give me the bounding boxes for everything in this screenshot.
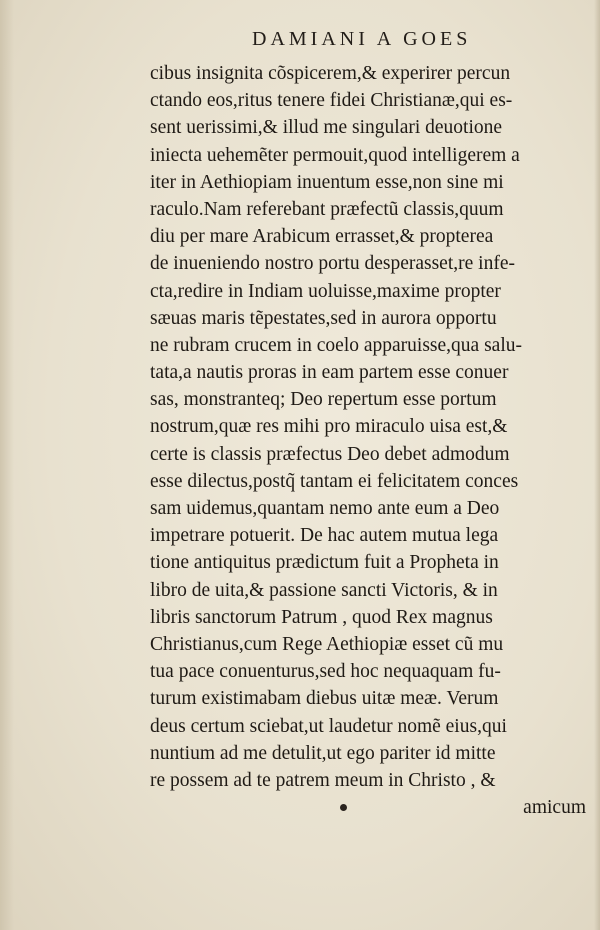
page-edge-shadow (594, 0, 600, 930)
page-gutter-shadow (0, 0, 14, 930)
text-line: nuntium ad me detulit,ut ego pariter id mitte (150, 742, 496, 764)
text-line: libro de uita,& passione sancti Victoris, & in (150, 579, 498, 601)
text-line: libris sanctorum Patrum , quod Rex magnus (150, 606, 493, 628)
text-line: impetrare potuerit. De hac autem mutua lega (150, 525, 499, 547)
text-line: sas, monstranteq; Deo repertum esse portum (150, 389, 497, 411)
text-line: certe is classis præfectus Deo debet admodum (150, 443, 510, 465)
text-line: turum existimabam diebus uitæ meæ. Verum (150, 688, 499, 710)
text-line: iter in Aethiopiam inuentum esse,non sine mi (150, 171, 504, 193)
catchword: amicum (523, 797, 586, 819)
running-head: DAMIANI A GOES (252, 28, 472, 50)
text-line: nostrum,quæ res mihi pro miraculo uisa est,& (150, 416, 508, 438)
text-line: raculo.Nam referebant præfectũ classis,quum (150, 198, 504, 220)
text-line: tione antiquitus prædictum fuit a Propheta in (150, 552, 499, 574)
text-line: diu per mare Arabicum errasset,& propterea (150, 226, 494, 248)
text-line: sam uidemus,quantam nemo ante eum a Deo (150, 498, 500, 519)
text-line: ctando eos,ritus tenere fidei Christianæ,qui es- (150, 90, 513, 112)
text-line: sent uerissimi,& illud me singulari deuotione (150, 117, 503, 139)
text-line: ne rubram crucem in coelo apparuisse,qua salu- (150, 334, 522, 356)
text-line: cta,redire in Indiam uoluisse,maxime propter (150, 280, 501, 302)
text-line: cibus insignita cõspicerem,& experirer percun (150, 63, 511, 84)
text-line: deus certum sciebat,ut laudetur nomẽ eius,qui (150, 715, 507, 737)
text-line: iniecta uehemẽter permouit,quod intelligerem a (150, 144, 520, 166)
text-line: sæuas maris tẽpestates,sed in aurora opportu (150, 307, 497, 329)
text-line: tata,a nautis proras in eam partem esse conuer (150, 362, 509, 384)
text-line: de inueniendo nostro portu desperasset,re infe- (150, 253, 515, 275)
text-line: tua pace conuenturus,sed hoc nequaquam fu- (150, 661, 501, 683)
body-text (150, 60, 588, 821)
text-line: Christianus,cum Rege Aethiopiæ esset cũ mu (150, 633, 504, 655)
text-line: re possem ad te patrem meum in Christo , & (150, 769, 496, 791)
text-line: esse dilectus,postq̃ tantam ei felicitatem conces (150, 470, 519, 492)
ink-dot (340, 804, 347, 811)
